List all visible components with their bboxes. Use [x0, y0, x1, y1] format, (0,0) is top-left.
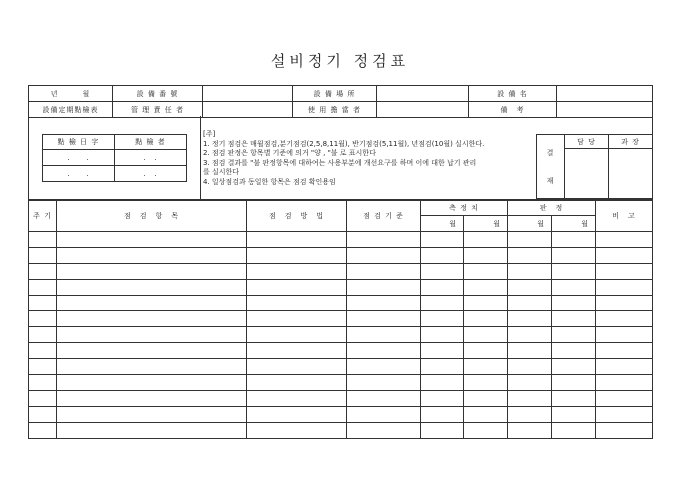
table-cell[interactable] — [57, 247, 247, 263]
table-cell[interactable] — [596, 263, 653, 279]
inspector-2[interactable]: . . — [115, 166, 187, 182]
table-cell[interactable] — [421, 295, 464, 311]
table-cell[interactable] — [29, 327, 57, 343]
remark-header: 비 고 — [596, 201, 653, 232]
approval-label — [537, 135, 565, 199]
equipment-number-value[interactable] — [203, 86, 293, 102]
table-cell[interactable] — [421, 390, 464, 406]
table-cell[interactable] — [29, 422, 57, 438]
table-cell[interactable] — [421, 375, 464, 391]
page-title: 설비정기 정검표 — [270, 52, 410, 70]
approval-char-1: 결 — [546, 148, 555, 157]
table-cell[interactable] — [57, 327, 247, 343]
table-cell[interactable] — [347, 375, 421, 391]
table-cell[interactable] — [464, 422, 508, 438]
table-cell[interactable] — [57, 343, 247, 359]
manager-label: 管 理 責 任 者 — [113, 102, 203, 118]
table-cell[interactable] — [421, 359, 464, 375]
table-cell[interactable] — [552, 263, 596, 279]
table-cell[interactable] — [347, 390, 421, 406]
table-cell[interactable] — [57, 232, 247, 248]
table-cell[interactable] — [596, 311, 653, 327]
table-cell[interactable] — [508, 295, 552, 311]
judgement-month-1: 월 — [508, 216, 552, 232]
table-cell[interactable] — [29, 232, 57, 248]
inspection-date-2[interactable]: . . — [43, 166, 115, 182]
table-cell[interactable] — [508, 390, 552, 406]
table-cell[interactable] — [508, 375, 552, 391]
form-name-label: 設備定期點檢表 — [29, 102, 113, 118]
table-cell[interactable] — [29, 279, 57, 295]
table-cell[interactable] — [464, 406, 508, 422]
table-cell[interactable] — [247, 232, 347, 248]
table-cell[interactable] — [247, 343, 347, 359]
table-cell[interactable] — [552, 406, 596, 422]
year-month-label: 년 월 — [29, 86, 113, 102]
table-cell[interactable] — [347, 311, 421, 327]
table-cell[interactable] — [596, 247, 653, 263]
table-cell[interactable] — [347, 295, 421, 311]
table-cell[interactable] — [552, 295, 596, 311]
table-cell[interactable] — [57, 263, 247, 279]
table-cell[interactable] — [57, 422, 247, 438]
table-cell[interactable] — [247, 279, 347, 295]
table-cell[interactable] — [464, 327, 508, 343]
table-cell[interactable] — [29, 406, 57, 422]
note-line: 3. 점검 결과를 "불 판정항목에 대하여는 사용부분에 개선요구를 하며 이에 대한 납기 관리 — [203, 158, 477, 167]
table-cell[interactable] — [247, 375, 347, 391]
table-cell[interactable] — [552, 390, 596, 406]
user-in-charge-label: 使 用 擔 當 者 — [293, 102, 377, 118]
table-cell[interactable] — [347, 247, 421, 263]
table-cell[interactable] — [508, 359, 552, 375]
approval-manager-signature[interactable] — [609, 149, 653, 199]
note-line: 를 실시한다 — [203, 168, 240, 177]
approval-table — [536, 134, 653, 199]
table-cell[interactable] — [464, 247, 508, 263]
table-cell[interactable] — [508, 327, 552, 343]
table-row — [29, 279, 653, 295]
table-cell[interactable] — [421, 343, 464, 359]
table-cell[interactable] — [552, 279, 596, 295]
approval-manager-label: 과 장 — [609, 135, 653, 149]
table-cell[interactable] — [57, 406, 247, 422]
table-cell[interactable] — [347, 343, 421, 359]
table-cell[interactable] — [508, 406, 552, 422]
table-cell[interactable] — [247, 327, 347, 343]
table-row — [29, 359, 653, 375]
table-row — [29, 263, 653, 279]
table-cell[interactable] — [247, 390, 347, 406]
table-cell[interactable] — [552, 247, 596, 263]
table-cell[interactable] — [552, 343, 596, 359]
table-cell[interactable] — [347, 359, 421, 375]
table-cell[interactable] — [421, 406, 464, 422]
table-cell[interactable] — [596, 327, 653, 343]
table-cell[interactable] — [464, 311, 508, 327]
method-header: 점 검 방 법 — [247, 201, 347, 232]
equipment-location-label: 設 備 場 所 — [293, 86, 377, 102]
table-cell[interactable] — [57, 295, 247, 311]
table-cell[interactable] — [421, 279, 464, 295]
table-cell[interactable] — [508, 422, 552, 438]
inspector-label: 點 檢 者 — [115, 135, 187, 150]
table-cell[interactable] — [552, 422, 596, 438]
notes-label: [주] — [203, 130, 216, 138]
judgement-header: 판 정 — [508, 201, 596, 216]
note-line: 4. 일상점검과 동일한 항목은 점검 확인용임 — [203, 177, 336, 186]
table-cell[interactable] — [421, 247, 464, 263]
table-row — [29, 327, 653, 343]
table-cell[interactable] — [29, 343, 57, 359]
equipment-name-label: 設 備 名 — [469, 86, 557, 102]
note-line: 1. 정기 점검은 매월점검,분기점검(2,5,8,11월), 반기점검(5,11월), 년점검(10월) 실시한다. — [203, 139, 485, 148]
table-cell[interactable] — [596, 232, 653, 248]
table-row — [29, 406, 653, 422]
table-cell[interactable] — [596, 343, 653, 359]
table-cell[interactable] — [29, 247, 57, 263]
table-row — [29, 390, 653, 406]
table-cell[interactable] — [57, 375, 247, 391]
table-cell[interactable] — [57, 279, 247, 295]
table-cell[interactable] — [552, 327, 596, 343]
table-cell[interactable] — [347, 422, 421, 438]
table-cell[interactable] — [464, 375, 508, 391]
equipment-location-value[interactable] — [377, 86, 469, 102]
remarks-label: 備 考 — [469, 102, 557, 118]
inspection-table — [28, 200, 653, 439]
table-cell[interactable] — [421, 327, 464, 343]
inspection-date-label: 點 檢 日 字 — [43, 135, 115, 150]
table-cell[interactable] — [29, 375, 57, 391]
table-cell[interactable] — [464, 359, 508, 375]
table-row — [29, 247, 653, 263]
equipment-number-label: 設 備 番 號 — [113, 86, 203, 102]
header-table — [28, 85, 653, 118]
table-cell[interactable] — [247, 422, 347, 438]
table-row — [29, 232, 653, 248]
table-cell[interactable] — [29, 295, 57, 311]
table-cell[interactable] — [421, 422, 464, 438]
table-cell[interactable] — [57, 311, 247, 327]
table-cell[interactable] — [552, 232, 596, 248]
notes — [203, 130, 543, 188]
table-cell[interactable] — [247, 406, 347, 422]
table-cell[interactable] — [464, 295, 508, 311]
item-header: 점 검 항 목 — [57, 201, 247, 232]
table-cell[interactable] — [247, 311, 347, 327]
table-cell[interactable] — [464, 232, 508, 248]
table-cell[interactable] — [552, 375, 596, 391]
notes-divider — [200, 116, 201, 200]
table-cell[interactable] — [247, 295, 347, 311]
table-cell[interactable] — [347, 406, 421, 422]
table-cell[interactable] — [596, 390, 653, 406]
table-cell[interactable] — [596, 422, 653, 438]
table-cell[interactable] — [596, 406, 653, 422]
table-row — [29, 295, 653, 311]
table-cell[interactable] — [596, 279, 653, 295]
table-cell[interactable] — [596, 295, 653, 311]
table-cell[interactable] — [57, 390, 247, 406]
approval-staff-signature[interactable] — [565, 149, 609, 199]
table-cell[interactable] — [29, 263, 57, 279]
approval-staff-label: 담 당 — [565, 135, 609, 149]
table-row — [29, 311, 653, 327]
table-cell[interactable] — [421, 263, 464, 279]
inspection-log-table — [42, 134, 187, 182]
table-cell[interactable] — [508, 247, 552, 263]
table-cell[interactable] — [29, 359, 57, 375]
table-cell[interactable] — [464, 343, 508, 359]
table-row — [29, 422, 653, 438]
table-cell[interactable] — [508, 232, 552, 248]
note-line: 2. 점검 판정은 항목별 기준에 의거 "양 , "불 로 표시한다 — [203, 149, 376, 158]
table-cell[interactable] — [508, 279, 552, 295]
table-cell[interactable] — [247, 247, 347, 263]
table-cell[interactable] — [596, 359, 653, 375]
standard-header: 점 검 기 준 — [347, 201, 421, 232]
table-cell[interactable] — [29, 390, 57, 406]
cycle-header: 주 기 — [29, 201, 57, 232]
measurement-month-2: 월 — [464, 216, 508, 232]
table-cell[interactable] — [347, 263, 421, 279]
judgement-month-2: 월 — [552, 216, 596, 232]
table-cell[interactable] — [464, 263, 508, 279]
table-cell[interactable] — [247, 359, 347, 375]
table-cell[interactable] — [347, 279, 421, 295]
measurement-header: 측 정 치 — [421, 201, 508, 216]
table-cell[interactable] — [464, 390, 508, 406]
table-cell[interactable] — [247, 263, 347, 279]
inspection-date-1[interactable]: . . — [43, 150, 115, 166]
table-cell[interactable] — [347, 327, 421, 343]
table-cell[interactable] — [421, 311, 464, 327]
table-cell[interactable] — [57, 359, 247, 375]
table-cell[interactable] — [29, 311, 57, 327]
table-cell[interactable] — [508, 343, 552, 359]
table-cell[interactable] — [508, 263, 552, 279]
table-cell[interactable] — [552, 359, 596, 375]
table-cell[interactable] — [596, 375, 653, 391]
approval-char-2: 재 — [546, 176, 555, 185]
table-cell[interactable] — [347, 232, 421, 248]
table-row — [29, 343, 653, 359]
table-cell[interactable] — [464, 279, 508, 295]
table-cell[interactable] — [508, 311, 552, 327]
table-cell[interactable] — [552, 311, 596, 327]
equipment-name-value[interactable] — [557, 86, 653, 102]
table-row — [29, 375, 653, 391]
inspector-1[interactable]: . . — [115, 150, 187, 166]
table-cell[interactable] — [421, 232, 464, 248]
measurement-month-1: 월 — [421, 216, 464, 232]
